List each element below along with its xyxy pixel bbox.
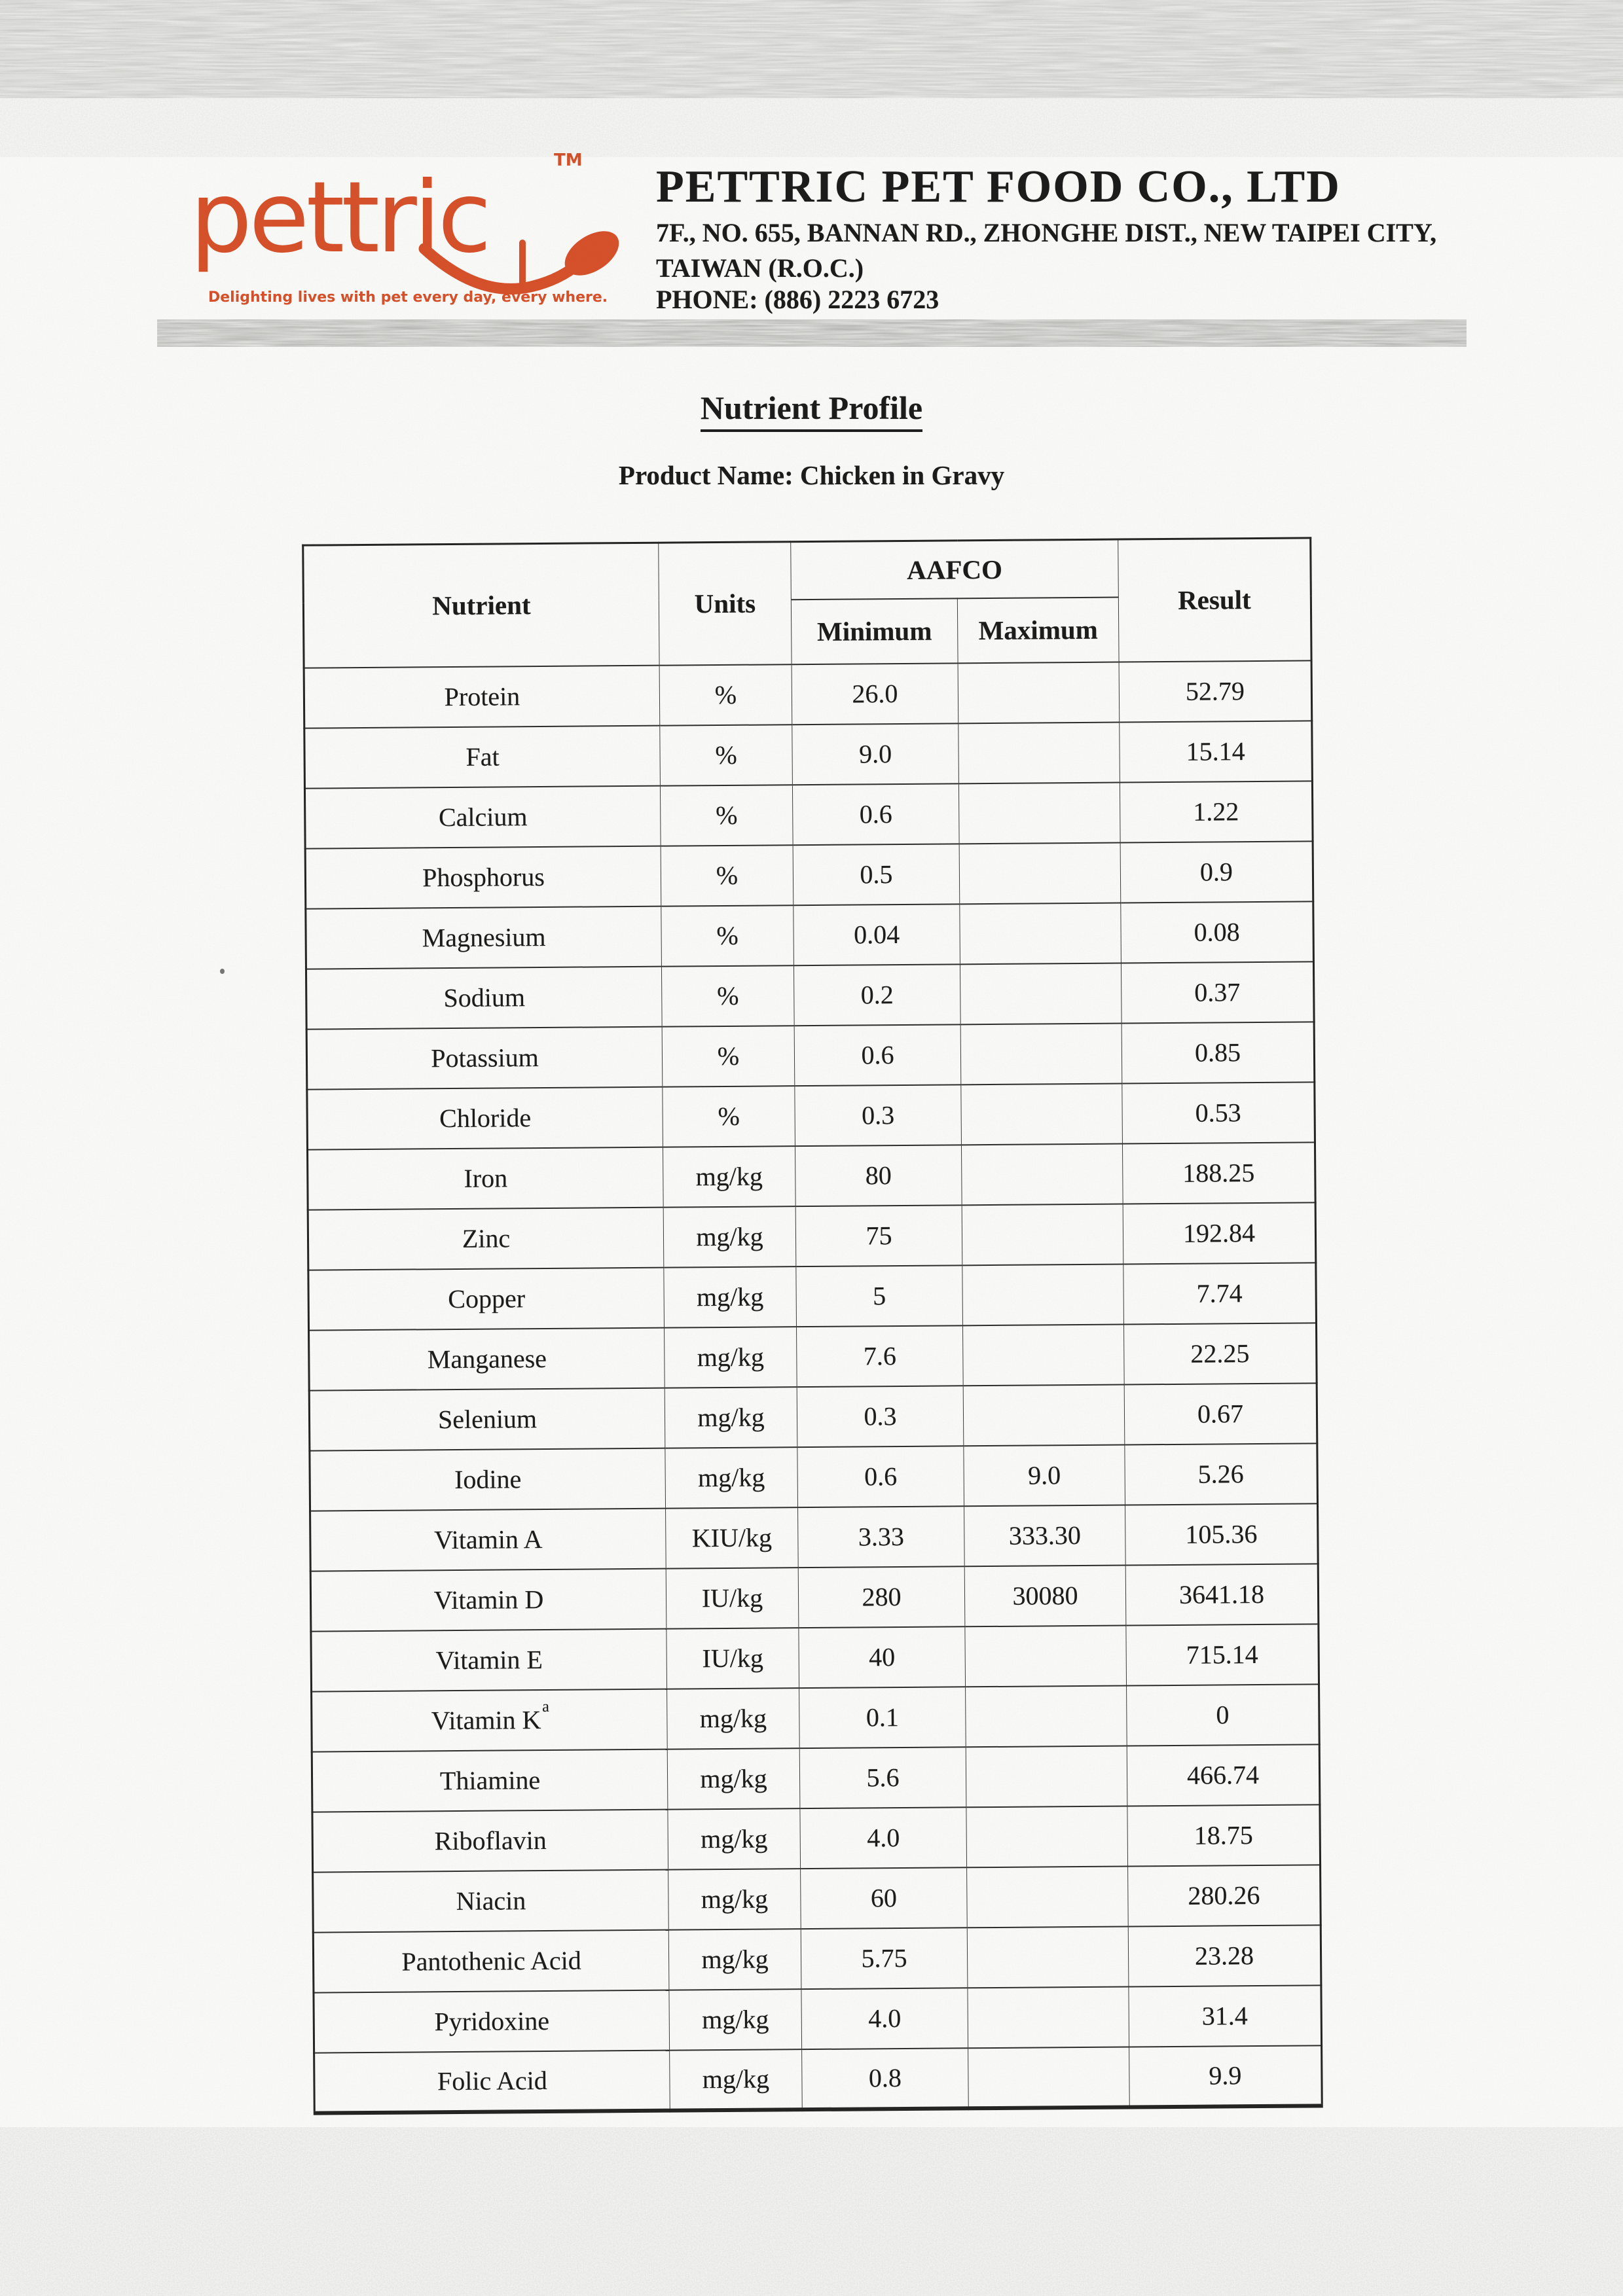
cell-result: 0 <box>1127 1684 1320 1746</box>
trademark-symbol: TM <box>554 151 583 170</box>
cell-max <box>958 722 1120 783</box>
cell-units: % <box>661 965 794 1026</box>
cell-units: % <box>659 664 792 725</box>
cell-units: mg/kg <box>663 1146 795 1207</box>
cell-max <box>959 842 1121 904</box>
cell-min: 0.3 <box>797 1386 964 1447</box>
cell-units: mg/kg <box>667 1688 800 1749</box>
cell-min: 0.6 <box>797 1446 964 1507</box>
cell-nutrient: Potassium <box>306 1026 663 1089</box>
cell-nutrient: Selenium <box>309 1388 665 1450</box>
cell-max <box>958 782 1120 844</box>
cell-result: 5.26 <box>1125 1443 1318 1505</box>
cell-max <box>962 1324 1124 1386</box>
cell-nutrient: Niacin <box>313 1869 669 1932</box>
table-row <box>310 1564 1319 1631</box>
cell-min: 0.2 <box>793 964 960 1026</box>
table-row <box>306 1022 1315 1089</box>
cell-result: 105.36 <box>1125 1503 1319 1565</box>
cell-units: IU/kg <box>666 1628 799 1689</box>
cell-result: 22.25 <box>1124 1323 1317 1384</box>
table-row <box>312 1744 1320 1812</box>
top-noise-band <box>0 0 1623 98</box>
cell-nutrient: Iodine <box>310 1448 666 1511</box>
cell-result: 0.9 <box>1120 841 1313 903</box>
table-row <box>308 1202 1316 1270</box>
cell-min: 7.6 <box>797 1325 964 1387</box>
table-row <box>312 1684 1320 1751</box>
cell-min: 75 <box>795 1205 962 1266</box>
table-row <box>313 1865 1321 1932</box>
cell-max <box>960 963 1122 1024</box>
cell-min: 0.1 <box>799 1687 966 1748</box>
cell-result: 188.25 <box>1122 1142 1315 1204</box>
cell-min: 40 <box>799 1626 966 1688</box>
col-header-units: Units <box>659 542 792 665</box>
cell-min: 0.5 <box>793 844 960 905</box>
cell-units: % <box>661 905 794 966</box>
cell-min: 0.8 <box>802 2048 969 2109</box>
cell-min: 26.0 <box>792 663 958 725</box>
scan-artifact-dot <box>220 969 225 974</box>
cell-max <box>967 1866 1129 1928</box>
cell-max <box>962 1264 1124 1325</box>
cell-result: 23.28 <box>1128 1925 1321 1986</box>
cell-min: 4.0 <box>801 1988 968 2049</box>
table-row <box>307 1082 1315 1149</box>
table-row <box>309 1323 1317 1390</box>
cell-units: % <box>660 785 793 846</box>
cell-min: 0.6 <box>792 783 959 845</box>
table-row <box>312 1804 1321 1872</box>
cell-nutrient: Chloride <box>307 1086 663 1149</box>
cell-max <box>963 1384 1125 1446</box>
cell-min: 9.0 <box>792 723 959 785</box>
cell-units: mg/kg <box>665 1327 797 1388</box>
cell-result: 18.75 <box>1127 1804 1321 1866</box>
cell-result: 1.22 <box>1120 781 1313 842</box>
cell-nutrient: Phosphorus <box>305 846 661 908</box>
cell-max <box>961 1083 1123 1145</box>
page-title: Nutrient Profile <box>701 389 922 432</box>
cell-nutrient: Vitamin E <box>311 1628 667 1691</box>
cell-units: mg/kg <box>668 1929 801 1990</box>
cell-result: 0.08 <box>1121 901 1314 963</box>
col-header-aafco: AAFCO <box>791 539 1119 600</box>
footnote-marker: a <box>542 1698 549 1715</box>
cell-result: 9.9 <box>1129 2045 1322 2107</box>
cell-max: 333.30 <box>964 1505 1126 1566</box>
col-header-maximum: Maximum <box>957 597 1119 663</box>
cell-nutrient: Pantothenic Acid <box>313 1929 669 1992</box>
table-row <box>314 1985 1322 2053</box>
cell-units: mg/kg <box>669 1989 802 2050</box>
cell-min: 280 <box>798 1566 965 1628</box>
cell-nutrient: Zinc <box>308 1207 664 1270</box>
cell-result: 0.85 <box>1122 1022 1315 1083</box>
cell-units: % <box>660 725 793 785</box>
cell-max <box>960 903 1122 964</box>
cell-result: 715.14 <box>1126 1624 1319 1685</box>
cell-nutrient: Manganese <box>309 1327 665 1390</box>
logo-wordmark: pettric <box>190 161 488 275</box>
cell-min: 60 <box>801 1867 968 1929</box>
cell-result: 15.14 <box>1120 721 1313 782</box>
cell-max <box>966 1685 1127 1747</box>
cell-nutrient: Copper <box>308 1267 665 1330</box>
cell-result: 280.26 <box>1128 1865 1321 1926</box>
cell-result: 7.74 <box>1123 1263 1317 1324</box>
cell-max <box>968 1986 1129 2048</box>
col-header-result: Result <box>1118 538 1311 662</box>
cell-min: 4.0 <box>800 1807 967 1869</box>
nutrient-table <box>302 537 1323 2115</box>
cell-min: 80 <box>795 1145 962 1206</box>
bottom-noise-band <box>0 2127 1623 2296</box>
cell-max: 9.0 <box>964 1444 1125 1506</box>
company-phone: PHONE: (886) 2223 6723 <box>656 285 939 314</box>
cell-result: 0.53 <box>1122 1082 1315 1143</box>
cell-units: IU/kg <box>666 1568 799 1628</box>
table-row <box>311 1624 1319 1691</box>
logo-tagline: Delighting lives with pet every day, every where. <box>208 289 608 306</box>
cell-max <box>961 1143 1123 1205</box>
company-address-line2: TAIWAN (R.O.C.) <box>656 253 864 283</box>
cell-result: 31.4 <box>1129 1985 1322 2047</box>
cell-units: % <box>661 845 793 906</box>
cell-max <box>958 662 1120 723</box>
cell-min: 0.3 <box>795 1085 962 1146</box>
cell-nutrient: Vitamin A <box>310 1508 666 1571</box>
cell-units: % <box>663 1086 795 1147</box>
cell-result: 0.67 <box>1124 1383 1317 1444</box>
table-row <box>313 1925 1321 1992</box>
upper-noise-band <box>0 98 1623 157</box>
cell-min: 0.04 <box>793 904 960 965</box>
cell-min: 0.6 <box>794 1024 961 1086</box>
cell-units: mg/kg <box>668 1869 801 1929</box>
cell-nutrient: Protein <box>304 665 660 728</box>
cell-nutrient: Calcium <box>304 785 661 848</box>
cell-units: % <box>662 1026 795 1086</box>
company-address-line1: 7F., NO. 655, BANNAN RD., ZHONGHE DIST., NEW TAIPEI CITY, <box>656 218 1437 247</box>
cell-min: 3.33 <box>798 1506 965 1568</box>
company-name: PETTRIC PET FOOD CO., LTD <box>656 162 1341 212</box>
cell-result: 0.37 <box>1121 961 1314 1023</box>
nutrient-table-wrap <box>302 537 1323 2115</box>
cell-max <box>968 2047 1130 2108</box>
table-row <box>304 721 1313 788</box>
nutrient-table-body <box>304 660 1322 2113</box>
cell-result: 192.84 <box>1123 1202 1316 1264</box>
logo-swoosh-icon <box>416 221 632 326</box>
table-row <box>306 961 1314 1029</box>
cell-max <box>966 1746 1127 1807</box>
cell-units: KIU/kg <box>666 1507 799 1568</box>
mid-streak-band <box>157 319 1467 347</box>
col-header-minimum: Minimum <box>791 598 958 664</box>
cell-min: 5 <box>796 1265 963 1327</box>
cell-units: mg/kg <box>670 2049 803 2110</box>
cell-nutrient: Thiamine <box>312 1749 668 1812</box>
cell-min: 5.6 <box>799 1747 966 1808</box>
cell-result: 466.74 <box>1127 1744 1320 1806</box>
table-row <box>305 841 1313 908</box>
cell-min: 5.75 <box>801 1928 968 1989</box>
cell-max <box>966 1806 1128 1867</box>
table-row <box>310 1503 1319 1571</box>
cell-nutrient: Vitamin D <box>310 1568 666 1631</box>
cell-nutrient: Pyridoxine <box>314 1990 670 2053</box>
product-name-line: Product Name: Chicken in Gravy <box>618 460 1005 490</box>
table-row <box>314 2045 1322 2113</box>
cell-max: 30080 <box>964 1565 1126 1626</box>
table-row <box>309 1383 1317 1450</box>
cell-nutrient: Folic Acid <box>314 2050 670 2113</box>
cell-units: mg/kg <box>663 1206 796 1267</box>
table-row <box>308 1142 1316 1210</box>
cell-result: 52.79 <box>1119 660 1312 722</box>
cell-max <box>965 1625 1127 1687</box>
cell-units: mg/kg <box>665 1387 797 1448</box>
table-row <box>304 781 1313 848</box>
cell-nutrient: Iron <box>308 1147 664 1210</box>
table-row <box>310 1443 1318 1511</box>
table-row <box>304 660 1312 728</box>
cell-max <box>967 1926 1129 1988</box>
cell-nutrient: Magnesium <box>306 906 662 969</box>
cell-nutrient: Riboflavin <box>312 1809 668 1872</box>
cell-max <box>962 1204 1123 1265</box>
cell-units: mg/kg <box>665 1447 798 1508</box>
cell-result: 3641.18 <box>1125 1564 1319 1625</box>
cell-units: mg/kg <box>668 1808 801 1869</box>
cell-nutrient: Vitamin $K^a$ <box>312 1689 668 1751</box>
table-row <box>306 901 1314 969</box>
cell-nutrient: Sodium <box>306 966 662 1029</box>
col-header-nutrient: Nutrient <box>303 543 659 668</box>
cell-max <box>960 1023 1122 1085</box>
cell-units: mg/kg <box>664 1266 797 1327</box>
cell-units: mg/kg <box>667 1748 800 1809</box>
table-row <box>308 1263 1317 1330</box>
cell-nutrient: Fat <box>304 725 661 788</box>
